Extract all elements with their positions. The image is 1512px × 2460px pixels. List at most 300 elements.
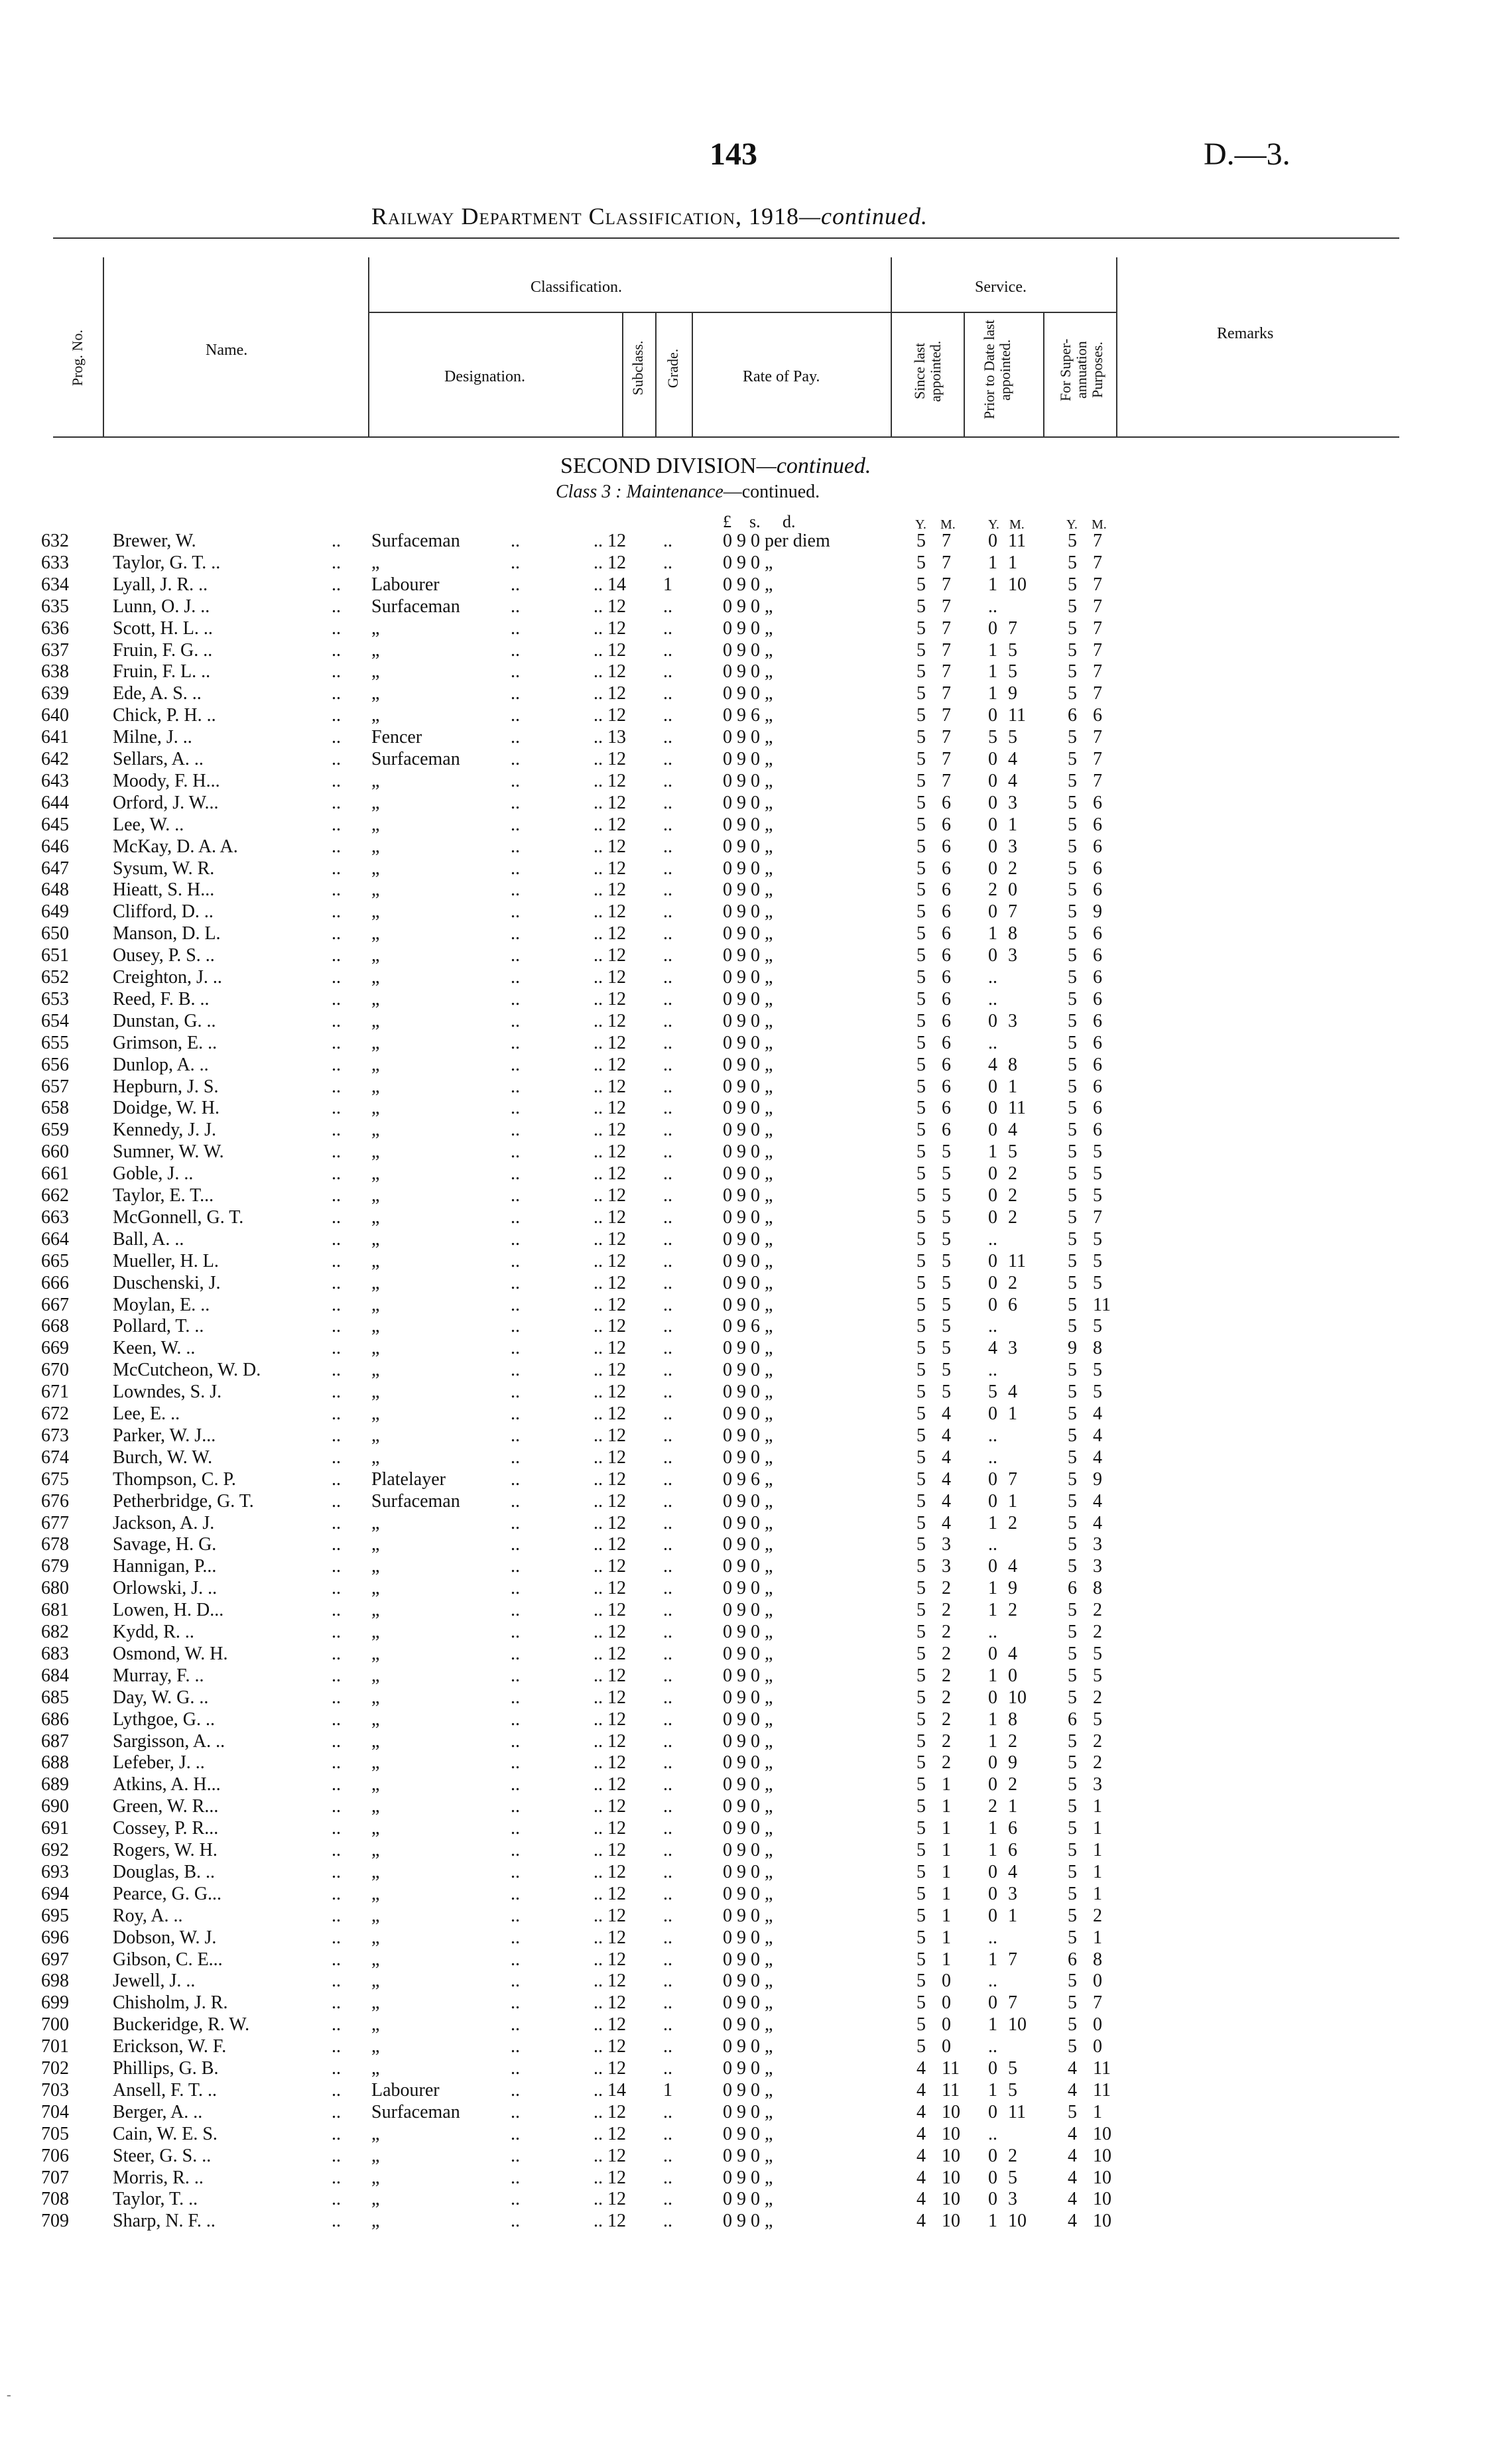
super-months: 5	[1093, 1643, 1102, 1664]
super-years: 5	[1068, 1076, 1077, 1097]
since-years: 4	[916, 2123, 926, 2144]
since-months: 5	[942, 1294, 951, 1315]
leader-dots: ..	[511, 1382, 520, 1403]
grade: ..	[663, 792, 672, 813]
rate-of-pay: 0 9 0 „	[723, 683, 773, 704]
grade: ..	[663, 1076, 672, 1097]
since-months: 0	[942, 1992, 951, 2014]
prog-no: 649	[41, 901, 69, 923]
rate-of-pay: 0 9 0 „	[723, 858, 773, 879]
staff-name: Lowndes, S. J.	[113, 1382, 222, 1403]
leader-dots: ..	[511, 1294, 520, 1315]
designation: „	[371, 1185, 380, 1206]
since-years: 5	[916, 1206, 926, 1228]
super-months: 7	[1093, 596, 1102, 617]
since-months: 10	[942, 2145, 960, 2166]
prior-years: 1	[988, 639, 997, 661]
leader-dots: ..	[332, 1622, 341, 1642]
subclass: .. 12	[594, 1861, 626, 1882]
since-years: 5	[916, 1098, 926, 1119]
since-years: 5	[916, 1316, 926, 1337]
staff-name: Sysum, W. R.	[113, 858, 215, 879]
staff-name: Buckeridge, R. W.	[113, 2014, 250, 2036]
table-row	[0, 1687, 1512, 1709]
leader-dots: ..	[332, 1861, 341, 1882]
subclass: .. 12	[594, 1010, 626, 1031]
prior-months: 0	[1008, 1665, 1017, 1686]
super-months: 0	[1093, 1971, 1102, 1992]
prior-years: ..	[988, 2036, 997, 2057]
prior-months: 10	[1008, 1687, 1027, 1708]
table-row	[0, 901, 1512, 923]
page-number: 143	[710, 137, 757, 172]
grade: ..	[663, 879, 672, 901]
designation: Platelayer	[371, 1468, 446, 1490]
designation-header: Designation.	[444, 368, 525, 385]
super-months: 8	[1093, 1949, 1102, 1970]
leader-dots: ..	[511, 2123, 520, 2144]
since-years: 5	[916, 531, 926, 551]
table-row	[0, 1578, 1512, 1600]
leader-dots: ..	[332, 1316, 341, 1337]
since-months: 5	[942, 1228, 951, 1250]
prior-years: 0	[988, 1643, 997, 1664]
super-years: 5	[1068, 1010, 1077, 1031]
prog-no: 674	[41, 1447, 69, 1468]
designation: „	[371, 1905, 380, 1926]
leader-dots: ..	[332, 967, 341, 988]
prior-years: 0	[988, 749, 997, 769]
prior-months: 3	[1008, 1010, 1017, 1031]
since-years: 5	[916, 727, 926, 748]
rate-of-pay: 0 9 0 „	[723, 1338, 773, 1359]
prior-years: 0	[988, 1098, 997, 1119]
prior-years: 0	[988, 1468, 997, 1490]
since-months: 1	[942, 1949, 951, 1970]
grade: ..	[663, 2189, 672, 2210]
leader-dots: ..	[332, 923, 341, 944]
grade: ..	[663, 1206, 672, 1228]
leader-dots: ..	[511, 1098, 520, 1119]
designation: Labourer	[371, 574, 440, 595]
table-row	[0, 1011, 1512, 1033]
since-months: 6	[942, 967, 951, 988]
since-years: 5	[916, 1076, 926, 1097]
staff-name: Ousey, P. S. ..	[113, 945, 215, 966]
since-months: 7	[942, 639, 951, 661]
super-years: 5	[1068, 1730, 1077, 1752]
leader-dots: ..	[332, 639, 341, 661]
table-row	[0, 1207, 1512, 1229]
prior-years: ..	[988, 1447, 997, 1468]
leader-dots: ..	[511, 1512, 520, 1533]
prior-years: 0	[988, 1163, 997, 1185]
subclass: .. 12	[594, 1141, 626, 1163]
grade: ..	[663, 1098, 672, 1119]
rate-of-pay: 0 9 0 „	[723, 574, 773, 595]
table-row	[0, 1055, 1512, 1076]
since-months: 10	[942, 2189, 960, 2210]
unit-pounds: £	[723, 512, 731, 531]
prior-years: 5	[988, 727, 997, 748]
leader-dots: ..	[332, 1490, 341, 1512]
prior-months: 2	[1008, 1774, 1017, 1795]
since-last-header: Since last appointed.	[911, 340, 944, 403]
designation: „	[371, 2189, 380, 2210]
grade: ..	[663, 901, 672, 923]
col-divider-3	[622, 312, 623, 436]
leader-dots: ..	[511, 1992, 520, 2014]
super-years: 5	[1068, 2036, 1077, 2057]
table-row	[0, 2014, 1512, 2036]
subclass: .. 12	[594, 836, 626, 857]
rate-of-pay: 0 9 0 „	[723, 1228, 773, 1250]
subclass: .. 12	[594, 1534, 626, 1555]
leader-dots: ..	[332, 1468, 341, 1490]
prior-months: 1	[1008, 814, 1017, 835]
staff-name: Cain, W. E. S.	[113, 2123, 218, 2144]
prior-years: 0	[988, 1010, 997, 1031]
prior-years: 4	[988, 1338, 997, 1359]
since-years: 5	[916, 1403, 926, 1424]
prior-months: 4	[1008, 1556, 1017, 1577]
super-months: 5	[1093, 1228, 1102, 1250]
leader-dots: ..	[511, 1600, 520, 1621]
grade: ..	[663, 727, 672, 748]
rate-of-pay: 0 9 0 per diem	[723, 531, 830, 551]
page-title	[371, 202, 928, 230]
prog-no: 694	[41, 1883, 69, 1904]
rate-of-pay: 0 9 0 „	[723, 1687, 773, 1708]
table-row	[0, 2080, 1512, 2102]
rate-of-pay: 0 9 0 „	[723, 1578, 773, 1599]
super-months: 7	[1093, 617, 1102, 639]
leader-dots: ..	[511, 1687, 520, 1708]
designation: „	[371, 1010, 380, 1031]
designation: „	[371, 1032, 380, 1053]
leader-dots: ..	[332, 596, 341, 617]
staff-name: Lee, E. ..	[113, 1403, 180, 1424]
leader-dots: ..	[332, 2145, 341, 2166]
designation: „	[371, 1403, 380, 1424]
grade: ..	[663, 531, 672, 551]
grade: ..	[663, 1709, 672, 1730]
since-years: 5	[916, 1883, 926, 1904]
grade: 1	[663, 574, 672, 595]
staff-name: Pearce, G. G...	[113, 1883, 222, 1904]
rate-of-pay: 0 9 0 „	[723, 1141, 773, 1163]
subclass: .. 12	[594, 2101, 626, 2122]
subclass: .. 12	[594, 596, 626, 617]
subclass: .. 12	[594, 639, 626, 661]
staff-name: Sargisson, A. ..	[113, 1730, 225, 1752]
prog-no: 645	[41, 814, 69, 835]
grade: ..	[663, 1512, 672, 1533]
since-years: 4	[916, 2101, 926, 2122]
leader-dots: ..	[511, 1010, 520, 1031]
subclass: .. 12	[594, 531, 626, 551]
designation: „	[371, 1796, 380, 1817]
since-months: 6	[942, 901, 951, 923]
designation: Surfaceman	[371, 531, 460, 551]
super-months: 10	[1093, 2211, 1111, 2232]
leader-dots: ..	[511, 1927, 520, 1948]
since-years: 5	[916, 1425, 926, 1446]
prior-months: 2	[1008, 2145, 1017, 2166]
designation: „	[371, 1294, 380, 1315]
prior-years: 0	[988, 1185, 997, 1206]
subclass: .. 12	[594, 1163, 626, 1185]
subclass: .. 12	[594, 1403, 626, 1424]
super-months: 2	[1093, 1600, 1102, 1621]
table-row	[0, 1884, 1512, 1906]
prog-no: 661	[41, 1163, 69, 1185]
unit-since-months: M.	[940, 517, 956, 532]
super-years: 5	[1068, 1600, 1077, 1621]
prior-months: 3	[1008, 1883, 1017, 1904]
since-years: 5	[916, 1534, 926, 1555]
leader-dots: ..	[332, 1054, 341, 1075]
rate-of-pay: 0 9 0 „	[723, 1971, 773, 1992]
leader-dots: ..	[332, 1818, 341, 1839]
table-row	[0, 989, 1512, 1011]
col-divider-8	[1043, 312, 1044, 436]
prior-years: 0	[988, 1752, 997, 1774]
designation: „	[371, 967, 380, 988]
subclass: .. 12	[594, 1382, 626, 1403]
grade: ..	[663, 1468, 672, 1490]
table-row	[0, 1840, 1512, 1862]
rate-of-pay: 0 9 0 „	[723, 967, 773, 988]
since-months: 0	[942, 1971, 951, 1992]
prior-years: ..	[988, 596, 997, 617]
leader-dots: ..	[332, 705, 341, 726]
leader-dots: ..	[332, 1949, 341, 1970]
staff-name: Scott, H. L. ..	[113, 617, 213, 639]
grade: ..	[663, 1338, 672, 1359]
prior-months: 1	[1008, 1490, 1017, 1512]
table-row	[0, 574, 1512, 596]
prior-months: 2	[1008, 1163, 1017, 1185]
prog-no: 660	[41, 1141, 69, 1163]
designation: „	[371, 792, 380, 813]
designation: „	[371, 1709, 380, 1730]
leader-dots: ..	[511, 1447, 520, 1468]
super-years: 5	[1068, 1905, 1077, 1926]
staff-name: Lowen, H. D...	[113, 1600, 224, 1621]
prior-months: 11	[1008, 2101, 1026, 2122]
super-months: 3	[1093, 1556, 1102, 1577]
since-months: 6	[942, 858, 951, 879]
subclass: .. 12	[594, 858, 626, 879]
prior-years: 0	[988, 705, 997, 726]
table-row	[0, 1382, 1512, 1403]
leader-dots: ..	[332, 1403, 341, 1424]
staff-name: Chisholm, J. R.	[113, 1992, 228, 2014]
staff-name: Jewell, J. ..	[113, 1971, 196, 1992]
leader-dots: ..	[332, 1905, 341, 1926]
prior-years: 1	[988, 1512, 997, 1533]
super-years: 5	[1068, 1185, 1077, 1206]
prior-years: 1	[988, 552, 997, 573]
unit-pence: d.	[783, 512, 796, 531]
super-years: 5	[1068, 967, 1077, 988]
leader-dots: ..	[511, 1665, 520, 1686]
leader-dots: ..	[332, 1120, 341, 1141]
since-years: 4	[916, 2079, 926, 2101]
leader-dots: ..	[332, 1228, 341, 1250]
leader-dots: ..	[511, 1752, 520, 1774]
subclass: .. 12	[594, 661, 626, 682]
prog-no: 685	[41, 1687, 69, 1708]
since-years: 5	[916, 1774, 926, 1795]
designation: „	[371, 1316, 380, 1337]
since-years: 5	[916, 2036, 926, 2057]
rate-of-pay: 0 9 0 „	[723, 1206, 773, 1228]
super-years: 4	[1068, 2079, 1077, 2101]
super-years: 4	[1068, 2211, 1077, 2232]
since-years: 5	[916, 1054, 926, 1075]
leader-dots: ..	[511, 923, 520, 944]
super-months: 2	[1093, 1905, 1102, 1926]
subclass: .. 12	[594, 617, 626, 639]
class-continued: —continued.	[723, 482, 820, 502]
staff-name: Moylan, E. ..	[113, 1294, 210, 1315]
since-years: 5	[916, 1840, 926, 1860]
subclass: .. 12	[594, 1730, 626, 1752]
subclass: .. 12	[594, 1665, 626, 1686]
leader-dots: ..	[511, 988, 520, 1009]
super-years: 5	[1068, 1490, 1077, 1512]
table-row	[0, 749, 1512, 771]
table-row	[0, 814, 1512, 836]
grade: ..	[663, 683, 672, 704]
super-years: 5	[1068, 1447, 1077, 1468]
prior-months: 10	[1008, 2211, 1027, 2232]
designation: „	[371, 1774, 380, 1795]
service-subrule	[891, 312, 1116, 313]
since-months: 1	[942, 1927, 951, 1948]
since-months: 11	[942, 2058, 960, 2079]
super-months: 7	[1093, 1206, 1102, 1228]
super-years: 5	[1068, 1927, 1077, 1948]
super-years: 5	[1068, 792, 1077, 813]
leader-dots: ..	[511, 836, 520, 857]
super-years: 5	[1068, 749, 1077, 769]
col-divider-5	[692, 312, 693, 436]
leader-dots: ..	[332, 1687, 341, 1708]
grade: ..	[663, 1905, 672, 1926]
staff-name: Goble, J. ..	[113, 1163, 194, 1185]
prog-no: 682	[41, 1622, 69, 1642]
leader-dots: ..	[332, 879, 341, 901]
subclass: .. 12	[594, 2058, 626, 2079]
since-months: 1	[942, 1796, 951, 1817]
col-divider-1	[103, 257, 104, 436]
prior-years: ..	[988, 1425, 997, 1446]
prog-no: 655	[41, 1032, 69, 1053]
prior-months: 7	[1008, 901, 1017, 923]
super-years: 5	[1068, 1403, 1077, 1424]
super-years: 5	[1068, 1883, 1077, 1904]
leader-dots: ..	[511, 2101, 520, 2122]
since-months: 5	[942, 1316, 951, 1337]
staff-name: Hepburn, J. S.	[113, 1076, 219, 1097]
prior-years: ..	[988, 1622, 997, 1642]
super-years: 6	[1068, 1709, 1077, 1730]
grade: ..	[663, 1141, 672, 1163]
staff-name: McKay, D. A. A.	[113, 836, 238, 857]
grade: ..	[663, 945, 672, 966]
grade: ..	[663, 1927, 672, 1948]
designation: „	[371, 705, 380, 726]
since-years: 5	[916, 1665, 926, 1686]
prior-years: 1	[988, 2014, 997, 2036]
prog-no: 668	[41, 1316, 69, 1337]
table-row	[0, 727, 1512, 749]
subclass: .. 12	[594, 792, 626, 813]
staff-name: Milne, J. ..	[113, 727, 192, 748]
prior-years: 0	[988, 770, 997, 791]
prior-months: 1	[1008, 1403, 1017, 1424]
designation: „	[371, 1883, 380, 1904]
rate-of-pay: 0 9 0 „	[723, 988, 773, 1009]
since-months: 1	[942, 1840, 951, 1860]
leader-dots: ..	[511, 901, 520, 923]
since-years: 5	[916, 1010, 926, 1031]
subclass: .. 12	[594, 879, 626, 901]
rate-of-pay: 0 9 0 „	[723, 879, 773, 901]
leader-dots: ..	[332, 531, 341, 551]
leader-dots: ..	[511, 1185, 520, 1206]
prog-no: 680	[41, 1578, 69, 1599]
prog-no: 675	[41, 1468, 69, 1490]
leader-dots: ..	[332, 1272, 341, 1293]
super-months: 6	[1093, 836, 1102, 857]
staff-name: Murray, F. ..	[113, 1665, 204, 1686]
prog-no: 667	[41, 1294, 69, 1315]
prior-months: 4	[1008, 1120, 1017, 1141]
leader-dots: ..	[332, 1382, 341, 1403]
prog-no: 692	[41, 1840, 69, 1860]
subclass: .. 12	[594, 705, 626, 726]
prog-no: 663	[41, 1206, 69, 1228]
leader-dots: ..	[511, 792, 520, 813]
super-years: 6	[1068, 1949, 1077, 1970]
for-super-header: For Super-annuation Purposes.	[1057, 338, 1105, 401]
rate-of-pay: 0 9 0 „	[723, 770, 773, 791]
rate-of-pay: 0 9 0 „	[723, 2211, 773, 2232]
super-years: 5	[1068, 1796, 1077, 1817]
leader-dots: ..	[511, 2211, 520, 2232]
table-row	[0, 1033, 1512, 1055]
prior-months: 7	[1008, 1468, 1017, 1490]
prior-months: 5	[1008, 661, 1017, 682]
designation: „	[371, 1861, 380, 1882]
leader-dots: ..	[511, 1971, 520, 1992]
since-months: 6	[942, 988, 951, 1009]
remarks-header: Remarks	[1217, 325, 1274, 342]
leader-dots: ..	[511, 1076, 520, 1097]
section-name: SECOND DIVISION	[560, 454, 757, 478]
super-years: 5	[1068, 1228, 1077, 1250]
super-years: 5	[1068, 945, 1077, 966]
designation: „	[371, 1578, 380, 1599]
prior-months: 2	[1008, 858, 1017, 879]
super-years: 5	[1068, 1272, 1077, 1293]
super-months: 1	[1093, 2101, 1102, 2122]
leader-dots: ..	[511, 1643, 520, 1664]
